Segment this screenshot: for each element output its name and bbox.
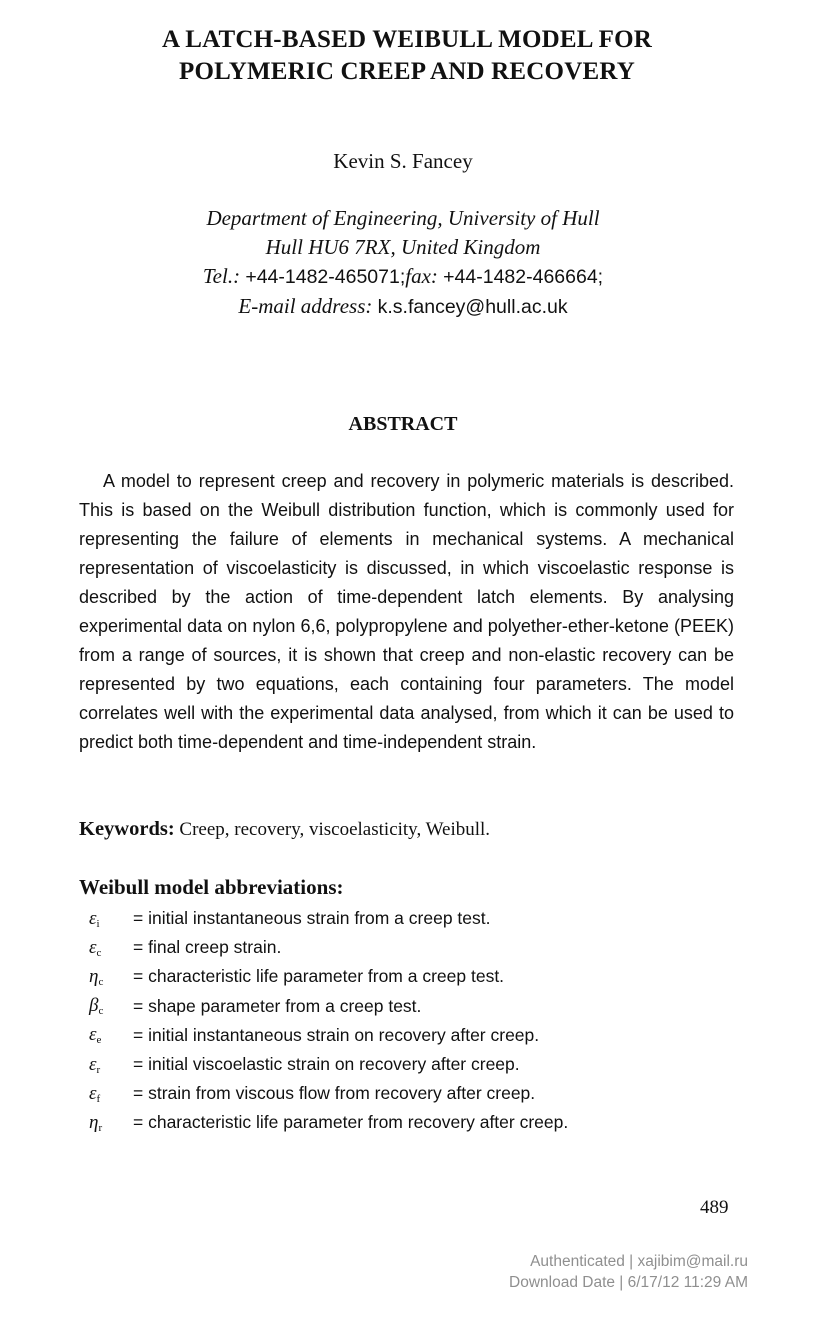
definition: = initial viscoelastic strain on recovery after creep. bbox=[133, 1054, 520, 1075]
keywords bbox=[79, 816, 739, 843]
definition: = strain from viscous flow from recovery after creep. bbox=[133, 1083, 536, 1104]
list-item bbox=[89, 1079, 689, 1108]
authenticated-line: Authenticated | xajibim@mail.ru bbox=[530, 1253, 748, 1270]
keywords-label: Keywords: bbox=[79, 818, 175, 840]
department: Department of Engineering, University of Hull bbox=[206, 206, 600, 230]
definition: = initial instantaneous strain on recovery after creep. bbox=[133, 1024, 540, 1045]
tel-label: Tel.: bbox=[202, 264, 241, 288]
list-item bbox=[89, 1050, 689, 1079]
abstract-heading: ABSTRACT bbox=[348, 413, 458, 435]
title-line-1: A LATCH-BASED WEIBULL MODEL FOR bbox=[161, 26, 653, 53]
download-date-line: Download Date | 6/17/12 11:29 AM bbox=[509, 1274, 748, 1291]
list-item bbox=[89, 1021, 689, 1050]
symbol: $\varepsilon_e$ bbox=[89, 1024, 102, 1047]
symbol: $\varepsilon_r$ bbox=[89, 1053, 101, 1076]
abbreviations-list bbox=[89, 904, 689, 1138]
symbol: $\beta_c$ bbox=[89, 995, 104, 1018]
abbreviations-heading: Weibull model abbreviations: bbox=[79, 875, 344, 899]
address: Hull HU6 7RX, United Kingdom bbox=[265, 235, 541, 259]
definition: = final creep strain. bbox=[133, 937, 282, 958]
keywords-text: Creep, recovery, viscoelasticity, Weibull. bbox=[179, 819, 491, 840]
email-label: E-mail address: bbox=[238, 294, 373, 318]
page-number: 489 bbox=[700, 1197, 729, 1218]
author-name: Kevin S. Fancey bbox=[333, 149, 473, 173]
symbol: $\eta_r$ bbox=[89, 1111, 103, 1134]
fax-value: +44-1482-466664; bbox=[443, 266, 604, 288]
title-line-2: POLYMERIC CREEP AND RECOVERY bbox=[179, 58, 635, 85]
list-item bbox=[89, 933, 689, 962]
symbol: $\varepsilon_f$ bbox=[89, 1082, 101, 1105]
definition: = characteristic life parameter from recovery after creep. bbox=[133, 1112, 569, 1133]
email-line bbox=[0, 292, 806, 322]
contact-line bbox=[0, 262, 806, 292]
list-item bbox=[89, 962, 689, 991]
fax-label: fax: bbox=[405, 264, 438, 288]
affiliation-block bbox=[0, 204, 806, 322]
tel-value: +44-1482-465071; bbox=[245, 266, 406, 288]
symbol: $\varepsilon_i$ bbox=[89, 907, 100, 930]
authentication-footer bbox=[509, 1251, 748, 1293]
definition: = initial instantaneous strain from a creep test. bbox=[133, 908, 491, 929]
definition: = characteristic life parameter from a creep test. bbox=[133, 966, 505, 987]
email-address: k.s.fancey@hull.ac.uk bbox=[377, 296, 568, 318]
symbol: $\varepsilon_c$ bbox=[89, 936, 102, 959]
symbol: $\eta_c$ bbox=[89, 965, 104, 988]
abstract-text: A model to represent creep and recovery in polymeric materials is described. This is based on the Weibull distribution function, which is commonly used for representing the failure of elements in mechanical systems. A mechanical representation of viscoelasticity is discussed, in which viscoelastic response is described by the action of time-dependent latch elements. By analysing experimental data on nylon 6,6, polypropylene and polyether-ether-ketone (PEEK) from a range of sources, it is shown that creep and non-elastic recovery can be represented by two equations, each containing four parameters. The model correlates well with the experimental data analysed, from which it can be used to predict both time-dependent and time-independent strain. bbox=[79, 471, 734, 752]
paper-title bbox=[0, 24, 814, 88]
list-item bbox=[89, 904, 689, 933]
list-item bbox=[89, 1108, 689, 1137]
definition: = shape parameter from a creep test. bbox=[133, 995, 422, 1016]
list-item bbox=[89, 992, 689, 1021]
